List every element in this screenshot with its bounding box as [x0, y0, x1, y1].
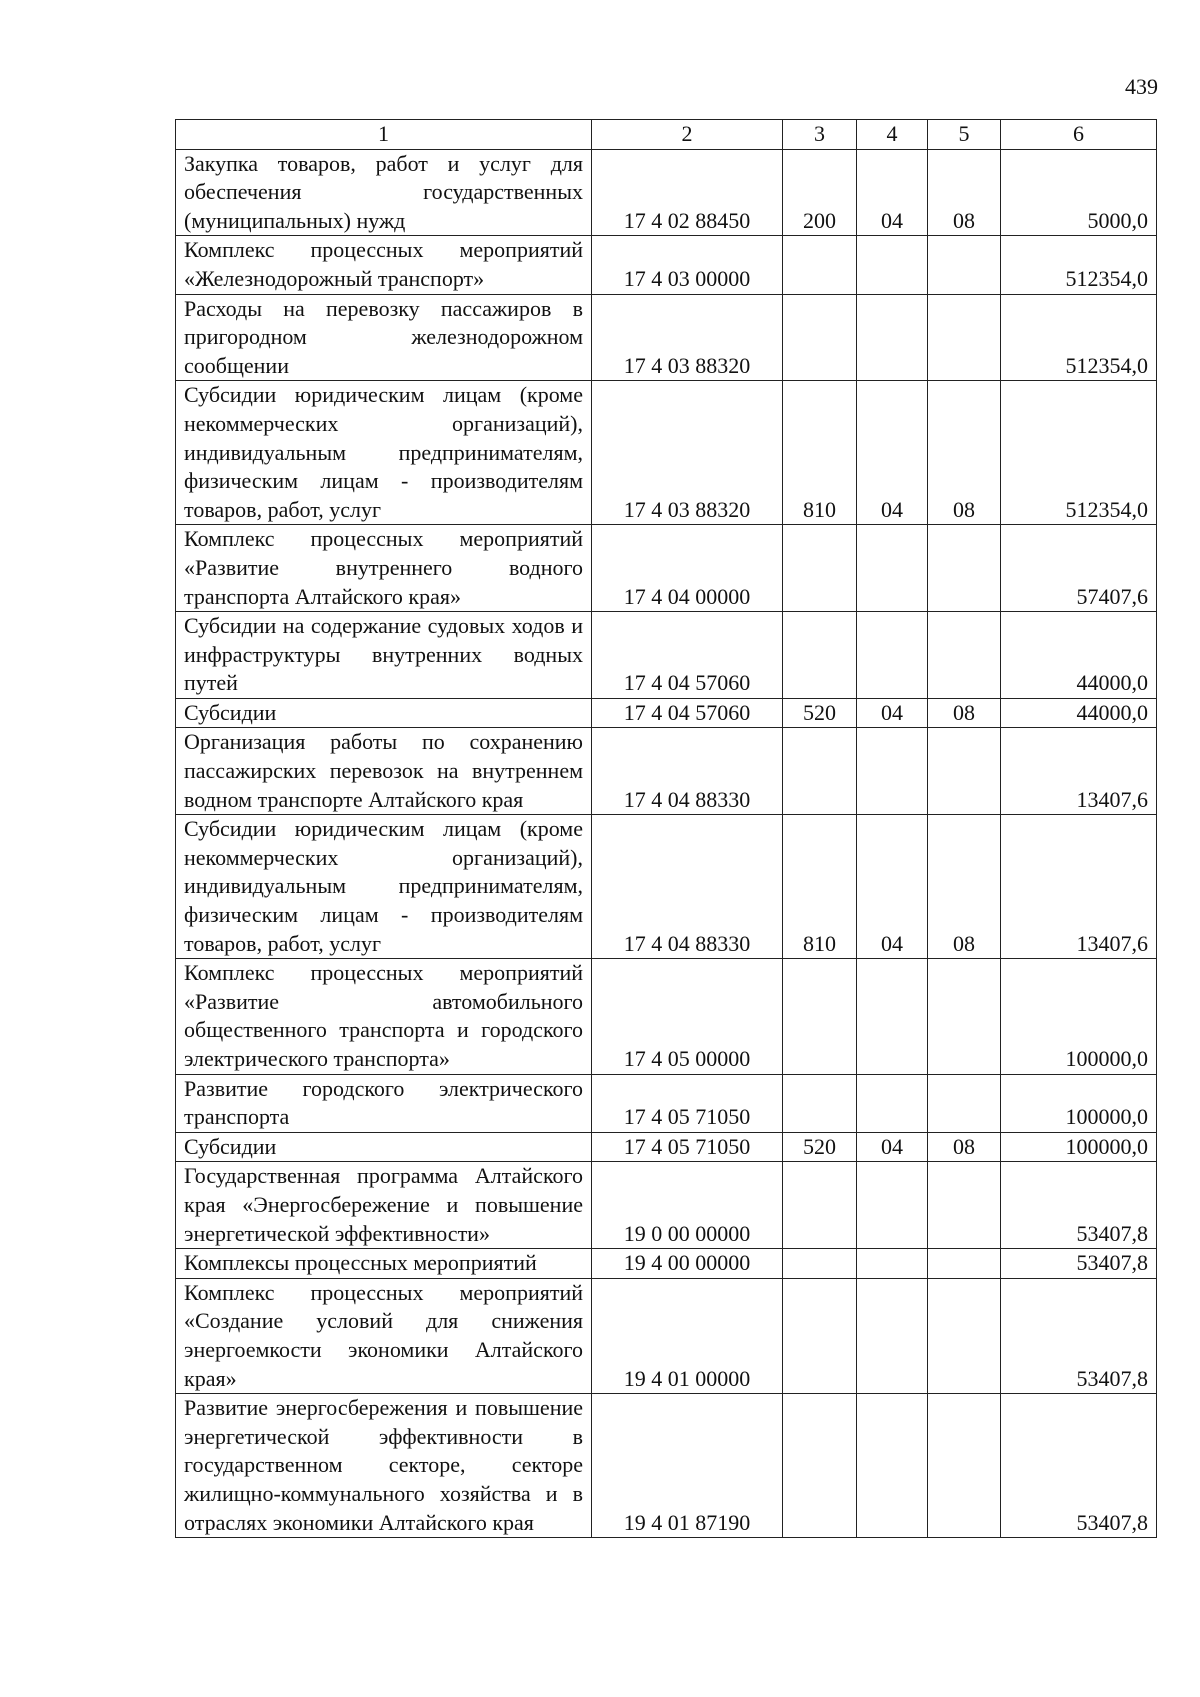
- subsection: [928, 1249, 1001, 1279]
- section: 04: [857, 1132, 928, 1162]
- section: [857, 959, 928, 1074]
- table-row: [176, 1162, 1157, 1249]
- expense-type: 810: [783, 815, 857, 959]
- expense-type: [783, 612, 857, 699]
- item-name: Субсидии на содержание судовых ходов и инфраструктуры внутренних водных путей: [176, 612, 592, 699]
- expense-type: [783, 1074, 857, 1132]
- subsection: 08: [928, 1132, 1001, 1162]
- expense-type: [783, 236, 857, 294]
- amount: 100000,0: [1001, 1074, 1157, 1132]
- table-row: [176, 1278, 1157, 1393]
- expense-type: [783, 1162, 857, 1249]
- section: [857, 728, 928, 815]
- budget-table: [175, 119, 1157, 1538]
- item-code: 19 4 01 00000: [592, 1278, 783, 1393]
- item-name: Комплекс процессных мероприятий «Создание условий для снижения энергоемкости экономики Алтайского края»: [176, 1278, 592, 1393]
- item-name: Комплекс процессных мероприятий «Развитие автомобильного общественного транспорта и городского электрического транспорта»: [176, 959, 592, 1074]
- table-row: [176, 236, 1157, 294]
- item-code: 17 4 04 88330: [592, 815, 783, 959]
- item-name: Развитие энергосбережения и повышение энергетической эффективности в государственном секторе, секторе жилищно-коммунального хозяйства и в отраслях экономики Алтайского края: [176, 1394, 592, 1538]
- subsection: 08: [928, 381, 1001, 525]
- item-code: 17 4 05 71050: [592, 1074, 783, 1132]
- table-row: [176, 815, 1157, 959]
- header-row: [176, 120, 1157, 150]
- item-code: 17 4 03 88320: [592, 381, 783, 525]
- expense-type: [783, 1278, 857, 1393]
- item-name: Комплексы процессных мероприятий: [176, 1249, 592, 1279]
- header-cell: 1: [176, 120, 592, 150]
- subsection: 08: [928, 815, 1001, 959]
- table-row: [176, 1394, 1157, 1538]
- section: [857, 236, 928, 294]
- amount: 53407,8: [1001, 1249, 1157, 1279]
- expense-type: [783, 959, 857, 1074]
- expense-type: 520: [783, 698, 857, 728]
- table-row: [176, 1132, 1157, 1162]
- amount: 44000,0: [1001, 612, 1157, 699]
- amount: 512354,0: [1001, 381, 1157, 525]
- section: [857, 1394, 928, 1538]
- amount: 57407,6: [1001, 525, 1157, 612]
- section: [857, 1074, 928, 1132]
- item-code: 17 4 05 71050: [592, 1132, 783, 1162]
- amount: 100000,0: [1001, 959, 1157, 1074]
- subsection: [928, 525, 1001, 612]
- item-name: Расходы на перевозку пассажиров в пригородном железнодорожном сообщении: [176, 294, 592, 381]
- item-code: 17 4 03 00000: [592, 236, 783, 294]
- amount: 13407,6: [1001, 815, 1157, 959]
- expense-type: [783, 1394, 857, 1538]
- expense-type: 520: [783, 1132, 857, 1162]
- amount: 512354,0: [1001, 294, 1157, 381]
- expense-type: [783, 1249, 857, 1279]
- section: [857, 1162, 928, 1249]
- item-code: 19 0 00 00000: [592, 1162, 783, 1249]
- amount: 53407,8: [1001, 1394, 1157, 1538]
- table-row: [176, 959, 1157, 1074]
- table-row: [176, 149, 1157, 236]
- table-row: [176, 728, 1157, 815]
- amount: 13407,6: [1001, 728, 1157, 815]
- subsection: [928, 1162, 1001, 1249]
- item-code: 17 4 02 88450: [592, 149, 783, 236]
- expense-type: [783, 525, 857, 612]
- subsection: [928, 1394, 1001, 1538]
- section: 04: [857, 149, 928, 236]
- item-name: Комплекс процессных мероприятий «Железнодорожный транспорт»: [176, 236, 592, 294]
- page-number: 439: [1125, 74, 1158, 99]
- amount: 512354,0: [1001, 236, 1157, 294]
- subsection: 08: [928, 149, 1001, 236]
- item-name: Закупка товаров, работ и услуг для обеспечения государственных (муниципальных) нужд: [176, 149, 592, 236]
- header-cell: 4: [857, 120, 928, 150]
- expense-type: 200: [783, 149, 857, 236]
- section: 04: [857, 381, 928, 525]
- subsection: [928, 728, 1001, 815]
- subsection: [928, 959, 1001, 1074]
- table-row: [176, 294, 1157, 381]
- table-row: [176, 1074, 1157, 1132]
- item-code: 17 4 04 88330: [592, 728, 783, 815]
- item-code: 17 4 05 00000: [592, 959, 783, 1074]
- item-name: Субсидии юридическим лицам (кроме некоммерческих организаций), индивидуальным предпринимателям, физическим лицам - производителям товаров, работ, услуг: [176, 815, 592, 959]
- header-cell: 6: [1001, 120, 1157, 150]
- subsection: [928, 294, 1001, 381]
- amount: 44000,0: [1001, 698, 1157, 728]
- item-name: Организация работы по сохранению пассажирских перевозок на внутреннем водном транспорте Алтайского края: [176, 728, 592, 815]
- amount: 100000,0: [1001, 1132, 1157, 1162]
- item-code: 19 4 01 87190: [592, 1394, 783, 1538]
- item-code: 19 4 00 00000: [592, 1249, 783, 1279]
- expense-type: [783, 294, 857, 381]
- item-name: Субсидии: [176, 1132, 592, 1162]
- item-name: Развитие городского электрического транспорта: [176, 1074, 592, 1132]
- subsection: [928, 236, 1001, 294]
- amount: 53407,8: [1001, 1278, 1157, 1393]
- amount: 53407,8: [1001, 1162, 1157, 1249]
- item-name: Государственная программа Алтайского края «Энергосбережение и повышение энергетической эффективности»: [176, 1162, 592, 1249]
- table-row: [176, 525, 1157, 612]
- header-cell: 5: [928, 120, 1001, 150]
- expense-type: [783, 728, 857, 815]
- section: [857, 612, 928, 699]
- item-name: Субсидии юридическим лицам (кроме некоммерческих организаций), индивидуальным предпринимателям, физическим лицам - производителям товаров, работ, услуг: [176, 381, 592, 525]
- subsection: [928, 1074, 1001, 1132]
- item-name: Субсидии: [176, 698, 592, 728]
- item-name: Комплекс процессных мероприятий «Развитие внутреннего водного транспорта Алтайского края»: [176, 525, 592, 612]
- amount: 5000,0: [1001, 149, 1157, 236]
- section: [857, 525, 928, 612]
- item-code: 17 4 04 57060: [592, 698, 783, 728]
- subsection: [928, 1278, 1001, 1393]
- table-row: [176, 381, 1157, 525]
- section: 04: [857, 815, 928, 959]
- expense-type: 810: [783, 381, 857, 525]
- section: 04: [857, 698, 928, 728]
- section: [857, 1249, 928, 1279]
- table-row: [176, 1249, 1157, 1279]
- section: [857, 1278, 928, 1393]
- item-code: 17 4 04 00000: [592, 525, 783, 612]
- table-row: [176, 612, 1157, 699]
- header-cell: 2: [592, 120, 783, 150]
- table-row: [176, 698, 1157, 728]
- subsection: 08: [928, 698, 1001, 728]
- section: [857, 294, 928, 381]
- item-code: 17 4 04 57060: [592, 612, 783, 699]
- subsection: [928, 612, 1001, 699]
- header-cell: 3: [783, 120, 857, 150]
- item-code: 17 4 03 88320: [592, 294, 783, 381]
